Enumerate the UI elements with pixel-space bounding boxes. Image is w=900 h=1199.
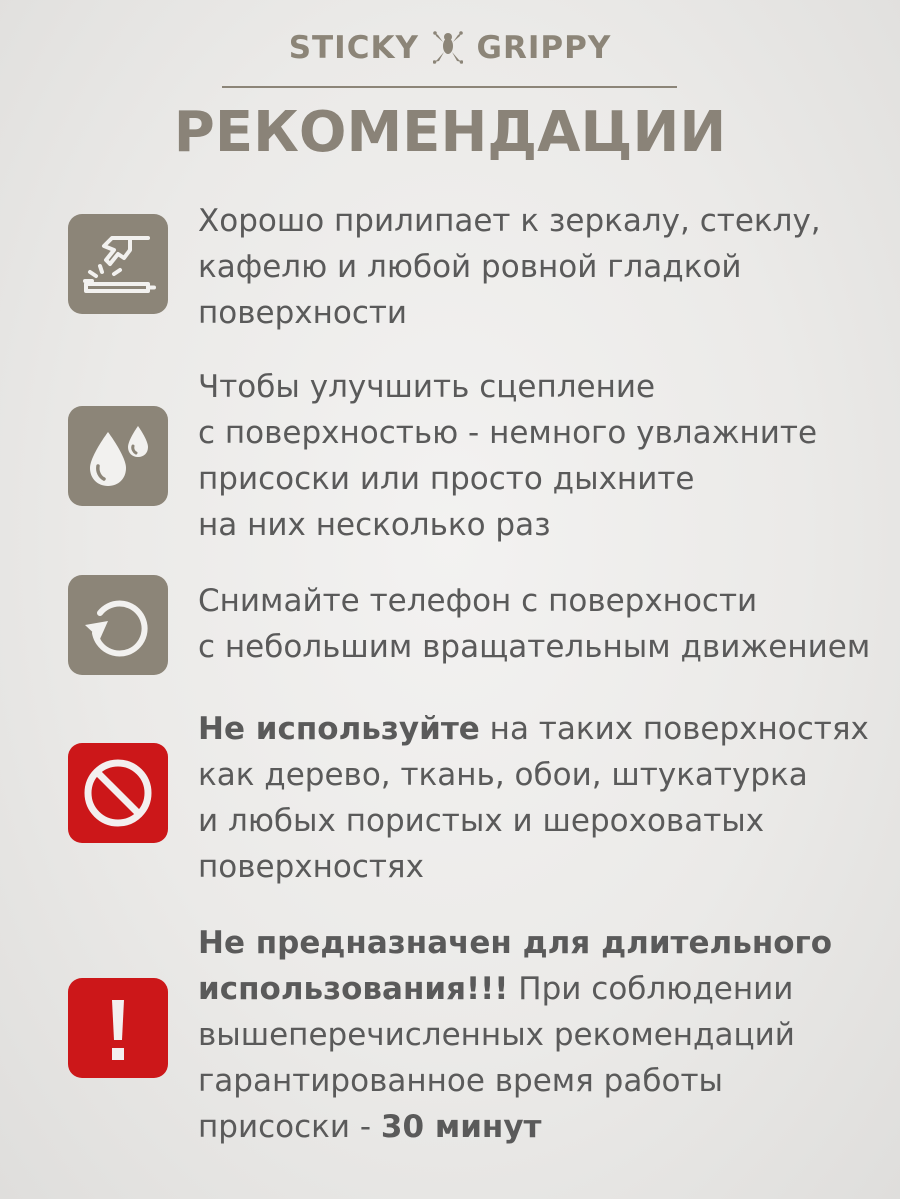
recommendation-rotate-removal — [68, 578, 871, 678]
emphasis: использования!!! — [198, 971, 509, 1007]
item-line — [198, 920, 888, 966]
item-line: присоски или просто дыхните — [198, 461, 695, 497]
duration-value: 30 минут — [380, 1109, 542, 1145]
item-line: поверхности — [198, 295, 408, 331]
item-line — [198, 1104, 888, 1150]
item-line: Чтобы улучшить сцепление — [198, 369, 656, 405]
brand-name-left: STICKY — [288, 30, 419, 66]
frog-icon — [433, 30, 463, 64]
item-line — [198, 706, 888, 752]
warning-short-term-use — [68, 920, 868, 1150]
emphasis: Не предназначен для длительного — [198, 925, 833, 961]
item-line: вышеперечисленных рекомендаций — [198, 1017, 795, 1053]
item-line: с небольшим вращательным движением — [198, 629, 871, 665]
finger-pressing-surface-icon — [68, 214, 168, 314]
rotate-icon — [68, 575, 168, 675]
warning-unsuitable-surfaces — [68, 706, 868, 896]
item-line-rest: на таких поверхностях — [479, 711, 869, 747]
divider — [222, 86, 677, 88]
page-title: РЕКОМЕНДАЦИИ — [173, 100, 727, 165]
item-line: с поверхностью - немного увлажните — [198, 415, 818, 451]
item-line: и любых пористых и шероховатых — [198, 803, 765, 839]
item-line-rest: При соблюдении — [508, 971, 794, 1007]
item-line: Снимайте телефон с поверхности — [198, 583, 758, 619]
item-line: поверхностях — [198, 849, 424, 885]
item-line: на них несколько раз — [198, 507, 551, 543]
recommendation-smooth-surfaces — [68, 198, 868, 343]
prohibited-icon — [68, 743, 168, 843]
emphasis: Не используйте — [198, 711, 480, 747]
item-line-prefix: присоски - — [198, 1109, 381, 1145]
exclamation-icon — [68, 978, 168, 1078]
brand-name-right: GRIPPY — [476, 30, 612, 66]
item-line: гарантированное время работы — [198, 1063, 723, 1099]
item-line — [198, 966, 888, 1012]
item-line: кафелю и любой ровной гладкой — [198, 249, 742, 285]
recommendation-moisten — [68, 364, 868, 554]
brand-logo — [0, 30, 900, 66]
item-line: как дерево, ткань, обои, штукатурка — [198, 757, 808, 793]
item-line: Хорошо прилипает к зеркалу, стеклу, — [198, 203, 821, 239]
water-drops-icon — [68, 406, 168, 506]
